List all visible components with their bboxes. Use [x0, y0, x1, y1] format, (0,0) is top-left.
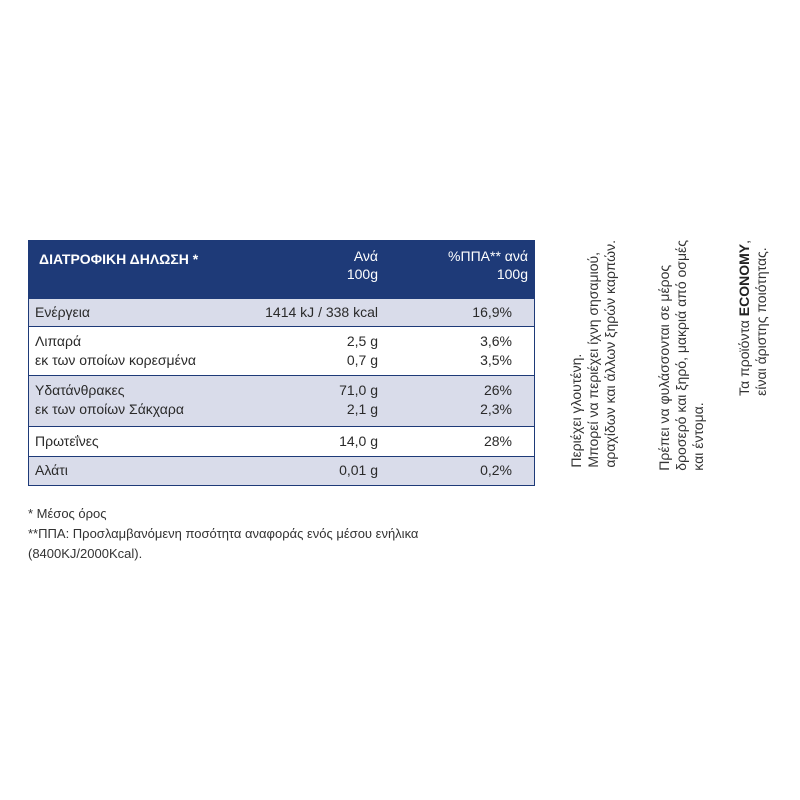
row-ppa: 16,9%: [472, 304, 512, 320]
ppa-header-line1: %ΠΠΑ** ανά: [448, 248, 528, 264]
row-label: Υδατάνθρακες: [35, 382, 125, 398]
table-row-protein: [29, 426, 534, 456]
row-subvalue: 2,1 g: [346, 401, 378, 417]
storage-text: [656, 240, 707, 471]
row-subppa: 3,5%: [480, 352, 512, 368]
allergen-line2: Μπορεί να περιέχει ίχνη σησαμιού,: [585, 251, 601, 468]
nutrition-table: [28, 240, 535, 486]
row-label: Ενέργεια: [35, 304, 90, 320]
table-title: ΔΙΑΤΡΟΦΙΚΗ ΔΗΛΩΣΗ *: [39, 251, 199, 267]
per-100g-header: [347, 247, 378, 283]
side-info: [568, 240, 780, 570]
row-label: Αλάτι: [35, 462, 68, 478]
row-label: Λιπαρά: [35, 333, 82, 349]
allergen-line1: Περιέχει γλουτένη.: [568, 353, 584, 468]
quality-prefix: Τα προϊόντα: [736, 316, 752, 396]
nutrition-panel: [28, 240, 536, 564]
row-ppa: 28%: [483, 433, 512, 449]
brand-name: ECONOMY: [736, 243, 752, 317]
footnote-average: * Μέσος όρος: [28, 506, 107, 521]
table-header: [29, 241, 534, 298]
row-ppa: 3,6%: [480, 333, 512, 349]
storage-line2: δροσερό και ξηρό, μακριά από οσμές: [673, 240, 689, 471]
row-value: 14,0 g: [339, 433, 378, 449]
brand-comma: ,: [736, 240, 752, 244]
footnotes: [28, 504, 536, 564]
row-subvalue: 0,7 g: [346, 352, 378, 368]
quality-line2: είναι άριστης ποιότητας.: [753, 247, 769, 396]
row-ppa: 26%: [483, 382, 512, 398]
ppa-header-line2: 100g: [496, 266, 528, 282]
row-value: 71,0 g: [339, 382, 378, 398]
allergen-line3: αραχίδων και άλλων ξηρών καρπών.: [602, 240, 618, 468]
row-value: 2,5 g: [346, 333, 378, 349]
per-header-line1: Ανά: [353, 248, 378, 264]
quality-line1: [736, 240, 753, 396]
table-row-energy: [29, 298, 534, 326]
row-sublabel: εκ των οποίων κορεσμένα: [35, 352, 196, 368]
row-label: Πρωτεΐνες: [35, 433, 99, 449]
storage-line1: Πρέπει να φυλάσσονται σε μέρος: [656, 264, 672, 471]
table-row-fat: [29, 326, 534, 375]
row-sublabel: εκ των οποίων Σάκχαρα: [35, 401, 184, 417]
footnote-ppa: **ΠΠΑ: Προσλαμβανόμενη ποσότητα αναφοράς ενός μέσου ενήλικα: [28, 526, 419, 541]
ppa-header: [448, 247, 528, 283]
table-row-salt: [29, 456, 534, 485]
row-ppa: 0,2%: [480, 462, 512, 478]
storage-line3: και έντομα.: [690, 402, 706, 471]
table-row-carbohydrates: [29, 375, 534, 426]
footnote-reference: (8400KJ/2000Kcal).: [28, 546, 143, 561]
row-value: 1414 kJ / 338 kcal: [265, 304, 378, 320]
row-subppa: 2,3%: [480, 401, 512, 417]
allergen-text: [568, 240, 619, 468]
per-header-line2: 100g: [346, 266, 378, 282]
row-value: 0,01 g: [339, 462, 378, 478]
quality-text: [736, 240, 770, 396]
